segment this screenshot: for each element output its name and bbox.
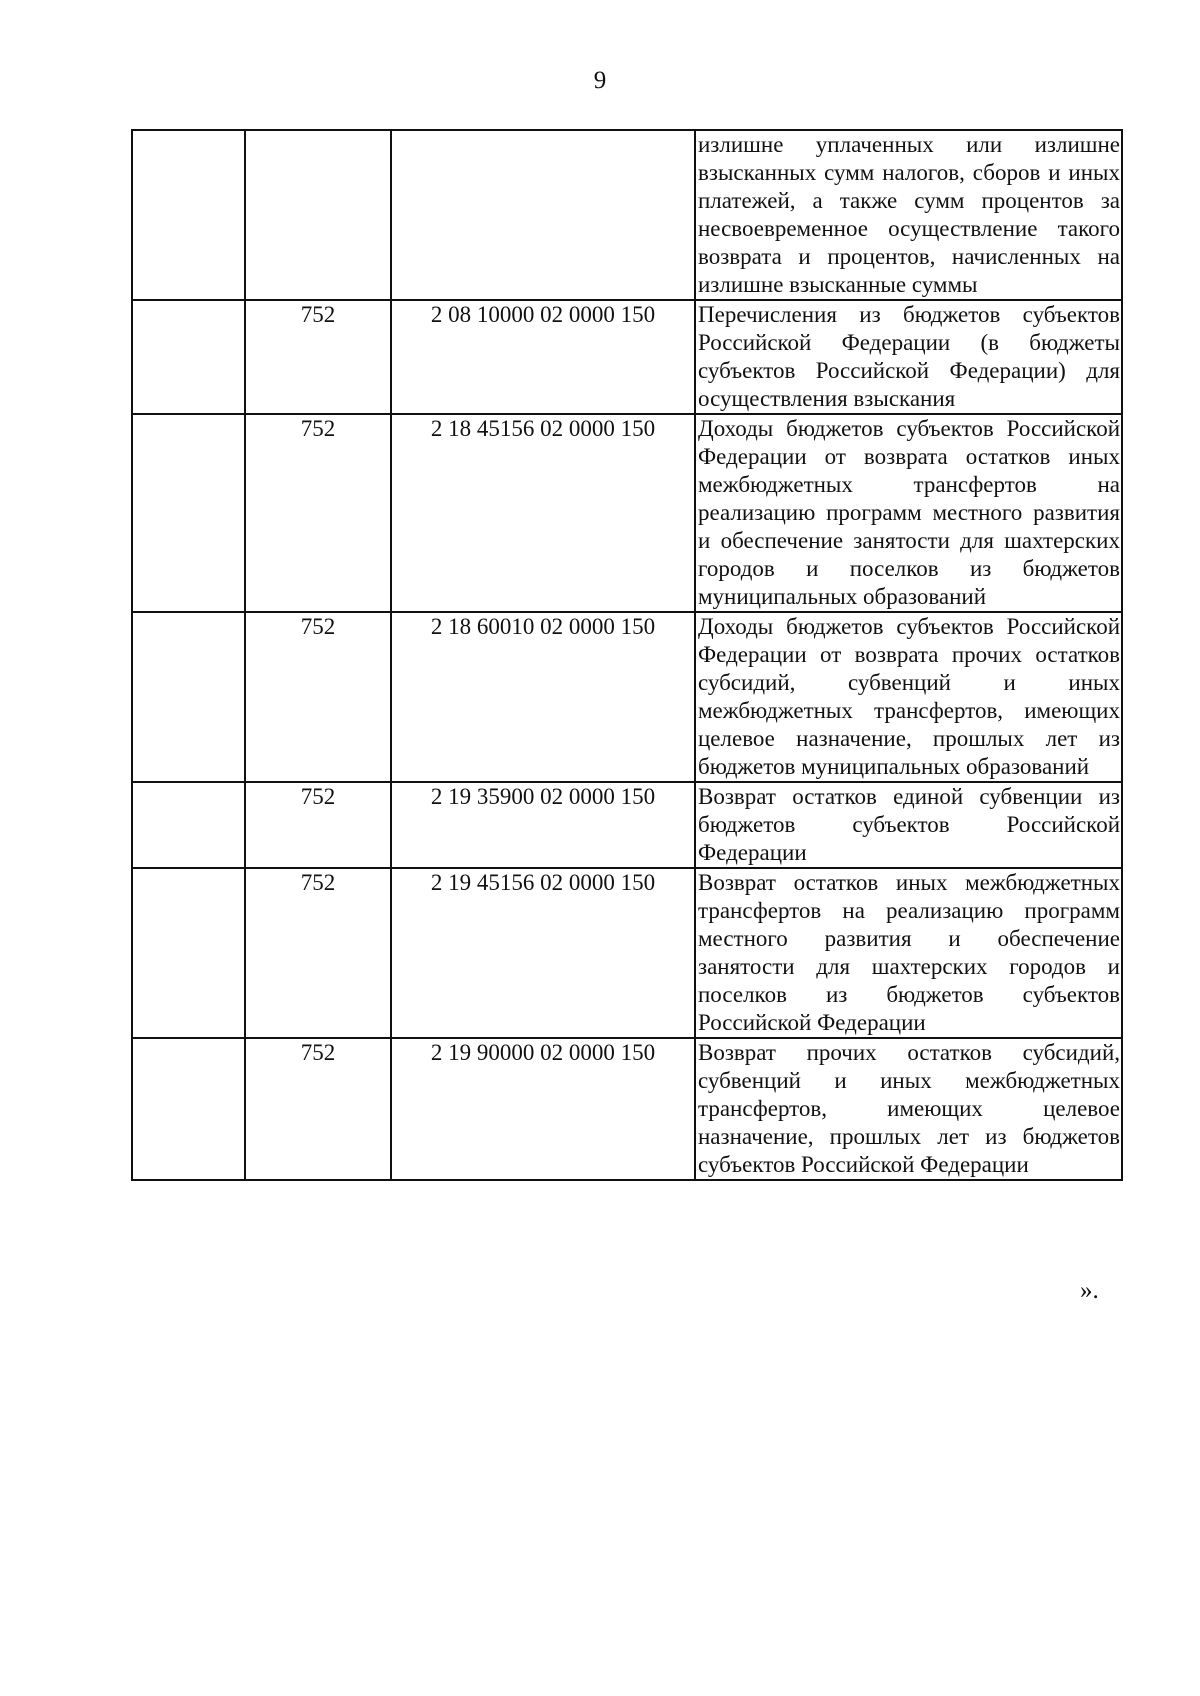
kbk-code-cell: 2 08 10000 02 0000 150 — [391, 300, 695, 414]
income-name-cell: Перечисления из бюджетов субъектов Российской Федерации (в бюджеты субъектов Российской Федерации) для осуществления взыскания — [695, 300, 1122, 414]
income-name-cell: Доходы бюджетов субъектов Российской Федерации от возврата остатков иных межбюджетных трансфертов на реализацию программ местного развития и обеспечение занятости для шахтерских городов и поселков из бюджетов муниципальных образований — [695, 414, 1122, 612]
table-row — [132, 130, 1122, 300]
table-cell-blank — [132, 782, 245, 868]
table-cell-blank — [132, 1038, 245, 1180]
admin-code-cell: 752 — [245, 868, 391, 1038]
table-cell-blank — [132, 300, 245, 414]
income-name-cell: Возврат остатков иных межбюджетных трансфертов на реализацию программ местного развития и обеспечение занятости для шахтерских городов и поселков из бюджетов субъектов Российской Федерации — [695, 868, 1122, 1038]
income-name-cell: Возврат прочих остатков субсидий, субвенций и иных межбюджетных трансфертов, имеющих целевое назначение, прошлых лет из бюджетов субъектов Российской Федерации — [695, 1038, 1122, 1180]
kbk-code-cell: 2 19 35900 02 0000 150 — [391, 782, 695, 868]
table-row — [132, 300, 1122, 414]
table-row — [132, 414, 1122, 612]
kbk-code-cell — [391, 130, 695, 300]
table-row — [132, 612, 1122, 782]
table-cell-blank — [132, 612, 245, 782]
kbk-code-cell: 2 19 90000 02 0000 150 — [391, 1038, 695, 1180]
budget-codes-table — [131, 129, 1123, 1181]
kbk-code-cell: 2 18 60010 02 0000 150 — [391, 612, 695, 782]
admin-code-cell: 752 — [245, 1038, 391, 1180]
admin-code-cell: 752 — [245, 782, 391, 868]
table-row — [132, 782, 1122, 868]
table-cell-blank — [132, 130, 245, 300]
admin-code-cell: 752 — [245, 300, 391, 414]
table-cell-blank — [132, 868, 245, 1038]
income-name-cell: излишне уплаченных или излишне взысканных сумм налогов, сборов и иных платежей, а также сумм процентов за несвоевременное осуществление такого возврата и процентов, начисленных на излишне взысканные суммы — [695, 130, 1122, 300]
page-number: 9 — [593, 67, 607, 94]
kbk-code-cell: 2 19 45156 02 0000 150 — [391, 868, 695, 1038]
admin-code-cell — [245, 130, 391, 300]
closing-quote-mark: ». — [1080, 1277, 1099, 1304]
income-name-cell: Доходы бюджетов субъектов Российской Федерации от возврата прочих остатков субсидий, субвенций и иных межбюджетных трансфертов, имеющих целевое назначение, прошлых лет из бюджетов муниципальных образований — [695, 612, 1122, 782]
admin-code-cell: 752 — [245, 414, 391, 612]
kbk-code-cell: 2 18 45156 02 0000 150 — [391, 414, 695, 612]
table-cell-blank — [132, 414, 245, 612]
table-row — [132, 868, 1122, 1038]
table-row — [132, 1038, 1122, 1180]
admin-code-cell: 752 — [245, 612, 391, 782]
income-name-cell: Возврат остатков единой субвенции из бюджетов субъектов Российской Федерации — [695, 782, 1122, 868]
